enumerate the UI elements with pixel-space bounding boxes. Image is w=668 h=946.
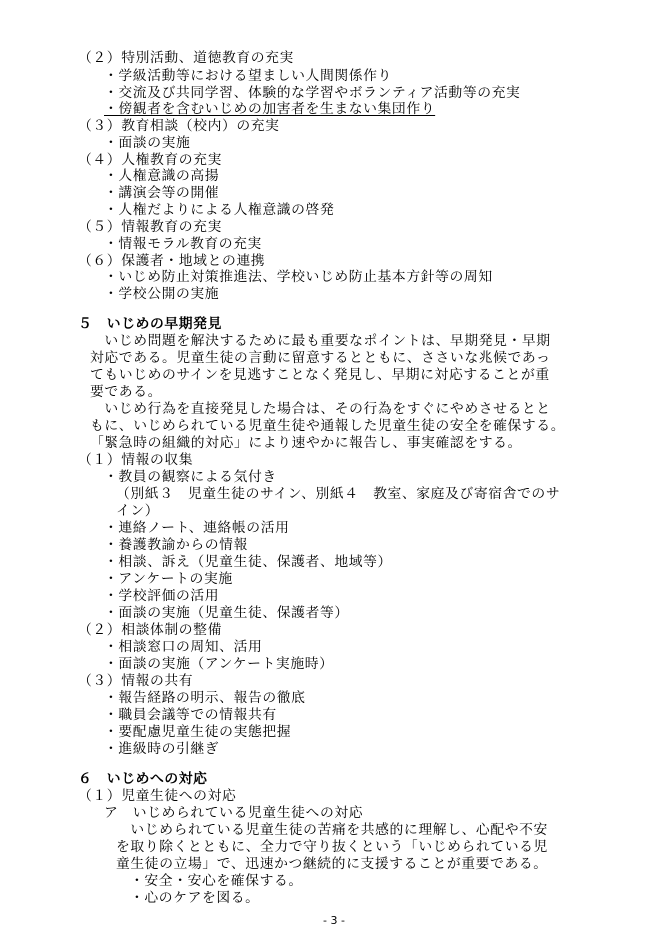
section-5-para1-line3: てもいじめのサインを見逃すことなく発見し、早期に対応することが重 [90,367,550,383]
section-5-para1-line1: いじめ問題を解決するために最も重要なポイントは、早期発見・早期 [90,333,551,349]
section-5-sub1-note-line1: （別紙３ 児童生徒のサイン、別紙４ 教室、家庭及び寄宿舎でのサ [116,486,561,502]
section-6-a-bullet-1: ・安全・安心を確保する。 [130,873,303,889]
section-5-sub1-bullet-2: ・連絡ノート、連絡帳の活用 [104,520,290,536]
section-5-heading: ５ いじめの早期発見 [78,316,222,332]
section-6-a-para-line2: を取り除くとともに、全力で守り抜くという「いじめられている児 [116,839,548,855]
section-6-a-para-line3: 童生徒の立場」で、迅速かつ継続的に支援することが重要である。 [116,856,548,872]
section-5-para2-line1: いじめ行為を直接発見した場合は、その行為をすぐにやめさせるとと [90,401,551,417]
section-5-sub2-bullet-1: ・相談窓口の周知、活用 [104,639,263,655]
section-5-sub1-bullet-1: ・教員の観察による気付き [104,469,277,485]
section-5-para2-line3: 「緊急時の組織的対応」により速やかに報告し、事実確認をする。 [90,435,522,451]
section-5-para1-line2: 対応である。児童生徒の言動に留意するとともに、ささいな兆候であっ [90,350,551,366]
page-number: - 3 - [323,914,345,927]
item-2-bullet-1: ・学級活動等における望ましい人間関係作り [104,68,392,84]
section-5-sub2-bullet-2: ・面談の実施（アンケート実施時） [104,656,334,672]
item-3-bullet-1: ・面談の実施 [104,135,191,151]
section-5-sub1-heading: （１）情報の収集 [78,452,194,468]
item-3-heading: （３）教育相談（校内）の充実 [78,118,280,134]
item-6-bullet-1: ・いじめ防止対策推進法、学校いじめ防止基本方針等の周知 [104,269,493,285]
section-5-sub1-bullet-5: ・アンケートの実施 [104,571,233,587]
section-5-sub2-heading: （２）相談体制の整備 [78,622,222,638]
section-5-sub1-bullet-4: ・相談、訴え（児童生徒、保護者、地域等） [104,554,392,570]
section-5-para2-line2: もに、いじめられている児童生徒や通報した児童生徒の安全を確保する。 [90,418,566,434]
item-5-heading: （５）情報教育の充実 [78,219,222,235]
item-2-heading: （２）特別活動、道徳教育の充実 [78,50,294,66]
section-5-sub3-bullet-1: ・報告経路の明示、報告の徹底 [104,690,306,706]
section-6-heading: ６ いじめへの対応 [78,771,208,787]
item-2-bullet-2: ・交流及び共同学習、体験的な学習やボランティア活動等の充実 [104,85,521,101]
section-5-sub3-bullet-2: ・職員会議等での情報共有 [104,707,277,723]
item-6-heading: （６）保護者・地域との連携 [78,253,266,269]
item-5-bullet-1: ・情報モラル教育の充実 [104,236,262,252]
section-5-sub1-bullet-7: ・面談の実施（児童生徒、保護者等） [104,605,349,621]
section-6-a-bullet-2: ・心のケアを図る。 [130,890,260,906]
item-6-bullet-2: ・学校公開の実施 [104,286,220,302]
section-5-sub1-note-line2: イン） [116,503,160,519]
item-4-heading: （４）人権教育の充実 [78,152,222,168]
section-5-sub1-bullet-3: ・養護教諭からの情報 [104,537,248,553]
item-4-bullet-3: ・人権だよりによる人権意識の啓発 [104,202,335,218]
section-5-sub1-bullet-6: ・学校評価の活用 [104,588,220,604]
section-5-sub3-heading: （３）情報の共有 [78,673,194,689]
section-5-para1-line4: 要である。 [90,384,162,400]
section-5-sub3-bullet-3: ・要配慮児童生徒の実態把握 [104,724,292,740]
section-6-subitem-a: ア いじめられている児童生徒への対応 [104,805,364,821]
section-5-sub3-bullet-4: ・進級時の引継ぎ [104,741,220,757]
section-6-a-para-line1: いじめられている児童生徒の苦痛を共感的に理解し、心配や不安 [116,822,548,838]
item-2-bullet-3-underlined: ・傍観者を含むいじめの加害者を生まない集団作り [104,101,436,117]
section-6-sub1-heading: （１）児童生徒への対応 [78,788,237,804]
item-4-bullet-1: ・人権意識の高揚 [104,168,220,184]
item-4-bullet-2: ・講演会等の開催 [104,185,220,201]
